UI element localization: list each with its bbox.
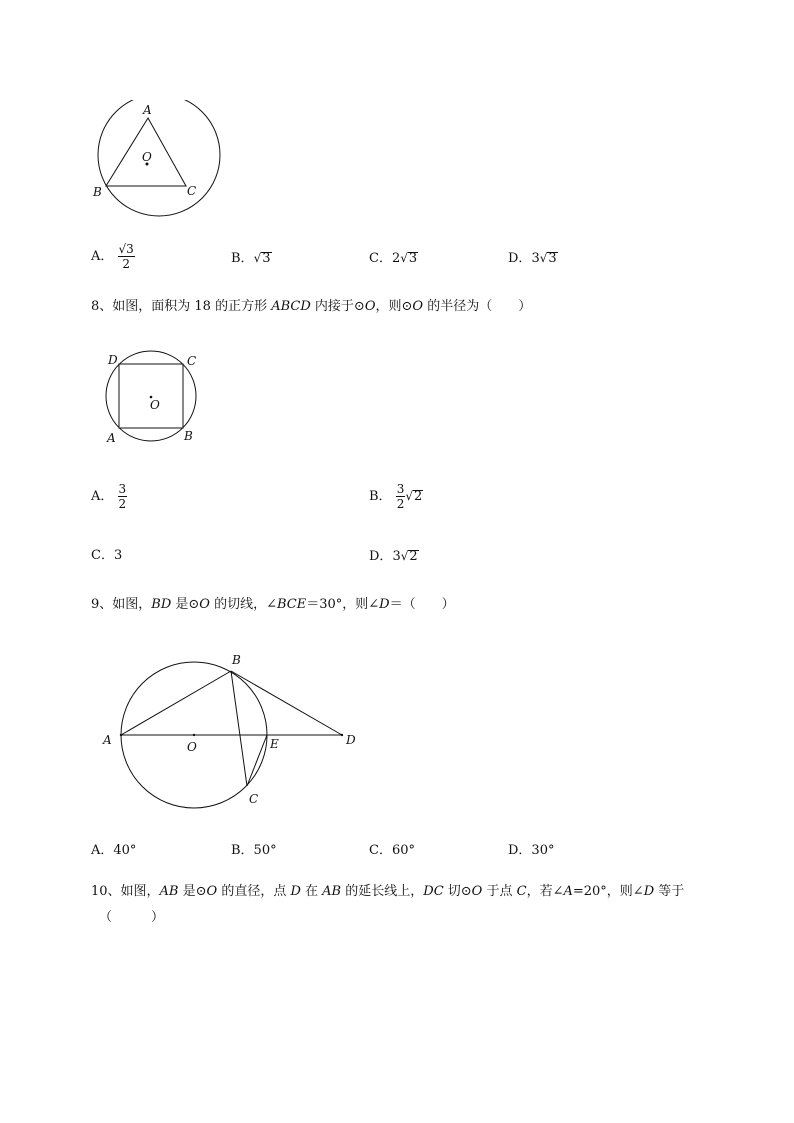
- q8-label-c: C: [187, 354, 197, 368]
- q9-stem-text-2: 是⊙: [171, 597, 200, 612]
- q7-option-c-coef: 2: [391, 251, 401, 266]
- q7-circle: [98, 100, 220, 216]
- q9-option-a[interactable]: A．40°: [91, 843, 137, 858]
- q7-label-a: A: [143, 103, 152, 117]
- q7-option-a-letter: A．: [91, 249, 114, 264]
- q9-stem-circle-name: O: [199, 597, 210, 612]
- q7-option-c[interactable]: [369, 250, 418, 267]
- q9-center-dot: [193, 734, 195, 736]
- q9-option-d[interactable]: D．30°: [508, 843, 555, 858]
- q7-label-o: O: [142, 150, 152, 164]
- q8-option-b-radical: √: [405, 489, 413, 503]
- q9-stem-text-4: ＝30°，则∠: [306, 597, 380, 612]
- q8-stem-square-name: ABCD: [271, 299, 311, 314]
- q10-stem-point-d: D: [290, 884, 301, 899]
- q9-label-a: A: [103, 733, 112, 747]
- q9-chord-ab: [121, 671, 231, 735]
- q10-stem-text-3: 的直径，点: [217, 884, 291, 899]
- q7-option-d-radicand: 3: [548, 251, 557, 266]
- q8-stem-text: 8、如图，面积为 18 的正方形: [91, 299, 272, 314]
- q9-stem: [91, 596, 455, 614]
- q7-option-a-fraction: [118, 242, 135, 271]
- q8-option-d[interactable]: [369, 548, 419, 565]
- q8-option-c-letter: C．: [91, 548, 114, 563]
- q9-stem-text-5: ＝（ ）: [389, 597, 455, 612]
- q10-stem-text-9: =20°，则∠: [572, 884, 644, 899]
- q10-stem-circle-name: O: [206, 884, 218, 899]
- q8-stem-text-2: 内接于⊙: [310, 299, 365, 314]
- q9-stem-tangent-name: BD: [151, 597, 172, 612]
- q7-option-d-letter: D．: [508, 251, 532, 266]
- q8-label-a: A: [107, 431, 116, 445]
- q10-stem-text-7: 于点: [482, 884, 517, 899]
- q7-option-d-radical: √: [539, 251, 548, 265]
- q10-stem-text-8: ，若∠: [526, 884, 564, 899]
- q9-stem-angle-name: BCE: [277, 597, 307, 612]
- q8-option-b[interactable]: [369, 482, 423, 511]
- q8-option-d-letter: D．: [369, 549, 393, 564]
- q9-stem-angle-d: D: [379, 597, 390, 612]
- q7-option-c-radical: √: [400, 251, 408, 265]
- q8-option-a-denominator: 2: [118, 497, 127, 511]
- q7-label-b: B: [93, 185, 102, 199]
- q8-label-b: B: [184, 429, 193, 443]
- q7-label-c: C: [187, 184, 197, 198]
- q8-option-a-fraction: [118, 482, 128, 511]
- q8-stem-text-3: ，则⊙: [375, 299, 413, 314]
- q10-stem-angle-d: D: [643, 884, 655, 899]
- q9-stem-text-3: 的切线，∠: [209, 597, 277, 612]
- q8-label-d: D: [108, 353, 118, 367]
- q8-figure: [100, 345, 210, 450]
- q9-stem-text: 9、如图，: [91, 597, 152, 612]
- q8-option-a-numerator: 3: [118, 482, 127, 496]
- q7-option-b-radicand: 3: [262, 251, 271, 266]
- q8-option-b-fraction: [396, 482, 406, 511]
- q8-stem-circle-name-2: O: [412, 299, 424, 314]
- q9-chord-ce: [247, 735, 267, 786]
- q8-option-b-denominator: 2: [396, 497, 405, 511]
- q10-stem-diameter: AB: [159, 884, 179, 899]
- q10-stem-text-4: 在: [300, 884, 323, 899]
- q7-option-c-radicand: 3: [408, 251, 418, 266]
- q9-label-d: D: [346, 733, 356, 747]
- q7-option-d[interactable]: [508, 250, 558, 267]
- q9-tangent-bd: [231, 671, 342, 735]
- q10-stem-circle-name-2: O: [471, 884, 483, 899]
- q7-option-b-radical: √: [253, 251, 262, 265]
- q8-option-a-letter: A．: [91, 489, 114, 504]
- q9-option-b[interactable]: B．50°: [231, 843, 277, 858]
- q9-point-a: [120, 734, 122, 736]
- q10-stem-text: 10、如图，: [91, 884, 160, 899]
- q8-option-c[interactable]: [91, 548, 122, 564]
- q7-option-b[interactable]: [231, 250, 272, 267]
- q9-label-b: B: [232, 653, 241, 667]
- q8-option-b-letter: B．: [369, 489, 392, 504]
- q8-option-d-radicand: 2: [409, 549, 418, 564]
- q10-stem: [91, 883, 684, 901]
- q9-figure: [95, 645, 370, 810]
- q10-stem-point-c: C: [516, 884, 527, 899]
- q9-label-o: O: [187, 740, 197, 754]
- q8-option-a[interactable]: [91, 482, 127, 511]
- q7-figure: [88, 100, 228, 220]
- q8-stem-circle-name: O: [364, 299, 376, 314]
- q10-stem-text-6: 切⊙: [443, 884, 472, 899]
- q10-stem-segment-ab: AB: [322, 884, 342, 899]
- q10-stem-angle-a: A: [563, 884, 573, 899]
- q8-option-c-value: 3: [113, 548, 123, 563]
- q7-option-a[interactable]: [91, 242, 135, 271]
- q10-stem-text-10: 等于: [654, 884, 685, 899]
- q8-option-b-numerator: 3: [396, 482, 405, 496]
- q9-point-d: [341, 734, 343, 736]
- q8-stem-text-4: 的半径为（ ）: [423, 299, 532, 314]
- q9-label-c: C: [249, 792, 259, 806]
- q8-label-o: O: [150, 398, 160, 412]
- q9-chord-bc: [231, 671, 247, 786]
- q10-stem-text-2: 是⊙: [178, 884, 207, 899]
- q8-stem: [91, 298, 531, 316]
- q10-stem-tangent-dc: DC: [423, 884, 444, 899]
- q9-label-e: E: [270, 737, 279, 751]
- q10-answer-blank: （ ）: [99, 910, 165, 925]
- q7-option-b-letter: B．: [231, 251, 254, 266]
- q8-option-d-coef: 3: [392, 549, 401, 564]
- q7-option-a-denominator: 2: [122, 257, 130, 271]
- q8-option-d-radical: √: [400, 549, 409, 563]
- q8-option-b-radicand: 2: [414, 489, 423, 504]
- q7-option-d-coef: 3: [531, 251, 540, 266]
- q10-stem-text-5: 的延长线上，: [341, 884, 424, 899]
- q7-option-a-numerator: √3: [118, 242, 134, 256]
- q9-option-c[interactable]: C．60°: [369, 843, 415, 858]
- q7-option-c-letter: C．: [369, 251, 392, 266]
